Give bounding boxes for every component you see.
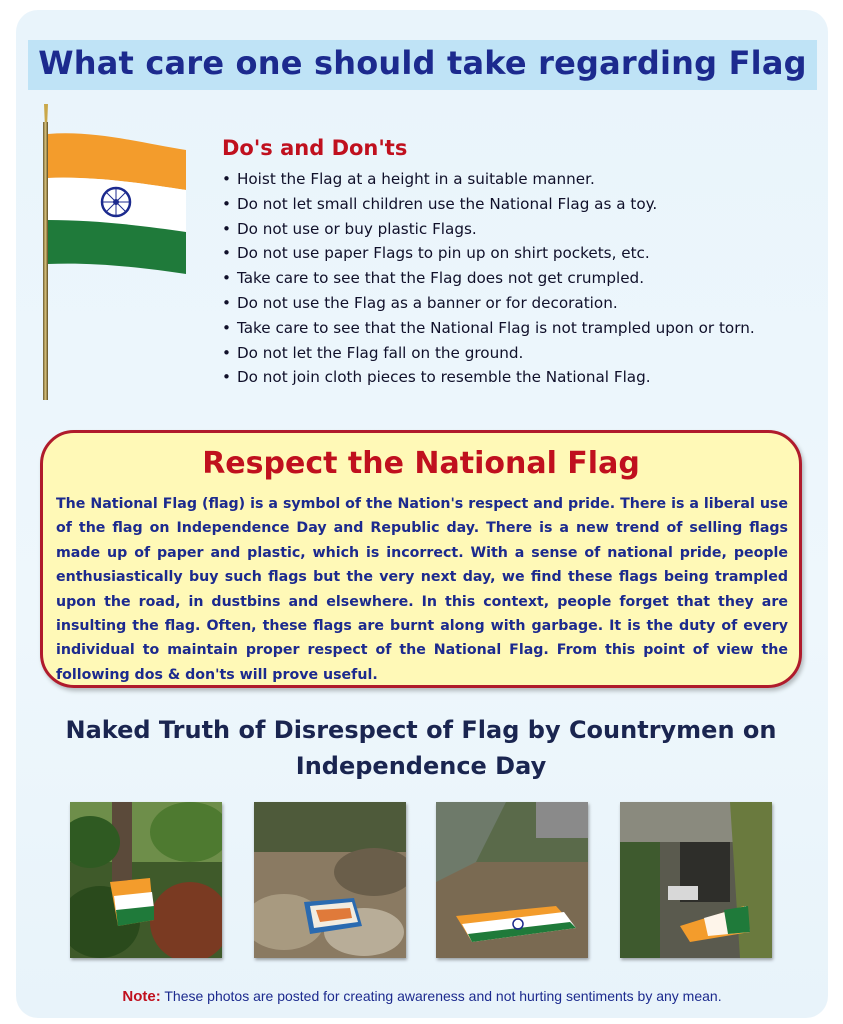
list-item: • Take care to see that the National Flag is not trampled upon or torn.: [222, 316, 755, 341]
list-item: • Take care to see that the Flag does not get crumpled.: [222, 266, 755, 291]
photo-flag-in-drain: [620, 802, 772, 958]
note-body: These photos are posted for creating awareness and not hurting sentiments by any mean.: [160, 988, 722, 1004]
list-item: • Do not use or buy plastic Flags.: [222, 217, 755, 242]
note-text: [16, 988, 828, 1005]
truth-heading-line2: Independence Day: [295, 752, 547, 780]
list-item: • Hoist the Flag at a height in a suitable manner.: [222, 167, 755, 192]
list-item: • Do not use the Flag as a banner or for decoration.: [222, 291, 755, 316]
respect-paragraph: The National Flag (flag) is a symbol of the Nation's respect and pride. There is a liberal use of the flag on Independence Day and Republic day. There is a new trend of selling flags made up of paper and plastic, which is incorrect. With a sense of national pride, people enthusiastically buy such flags but the very next day, we find these flags being trampled upon the road, in dustbins and elsewhere. In this context, people forget that they are insulting the flag. Often, these flags are burnt along with garbage. It is the duty of every individual to maintain proper respect of the National Flag. From this point of view the following dos & don'ts will prove useful.: [56, 496, 788, 683]
dos-donts-heading: Do's and Don'ts: [222, 136, 408, 160]
indian-flag-image: [36, 104, 196, 404]
list-item: • Do not join cloth pieces to resemble the National Flag.: [222, 365, 755, 390]
note-label: Note:: [122, 988, 161, 1005]
list-item: • Do not let small children use the National Flag as a toy.: [222, 192, 755, 217]
page-title: What care one should take regarding Flag: [38, 44, 807, 82]
truth-heading: [40, 712, 802, 784]
truth-heading-line1: Naked Truth of Disrespect of Flag by Countrymen on: [65, 716, 777, 744]
respect-heading: Respect the National Flag: [202, 446, 640, 481]
dos-donts-list: [222, 167, 755, 390]
list-item: • Do not use paper Flags to pin up on shirt pockets, etc.: [222, 241, 755, 266]
photo-flag-in-garbage: [254, 802, 406, 958]
photo-flag-on-ground: [436, 802, 588, 958]
list-item: • Do not let the Flag fall on the ground.: [222, 341, 755, 366]
photo-flag-in-foliage: [70, 802, 222, 958]
